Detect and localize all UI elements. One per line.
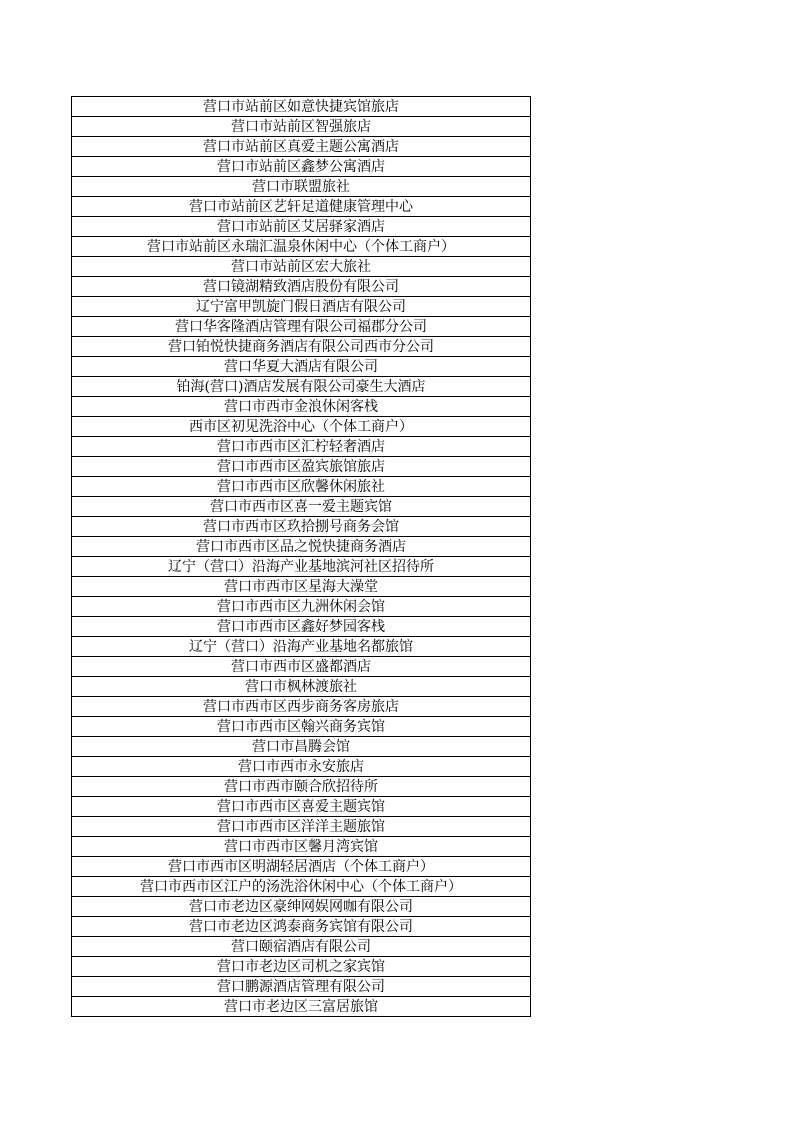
business-name-cell: 营口市联盟旅社: [72, 177, 531, 197]
business-name-cell: 营口市西市区品之悦快捷商务酒店: [72, 537, 531, 557]
business-name-cell: 营口市站前区如意快捷宾馆旅店: [72, 97, 531, 117]
table-row: [72, 317, 531, 337]
table-row: [72, 197, 531, 217]
business-name-cell: 营口市老边区鸿泰商务宾馆有限公司: [72, 917, 531, 937]
business-name-cell: 营口市老边区三富居旅馆: [72, 997, 531, 1017]
table-row: [72, 157, 531, 177]
business-name-cell: 营口市西市区汇柠轻奢酒店: [72, 437, 531, 457]
business-name-cell: 营口市西市区星海大澡堂: [72, 577, 531, 597]
table-row: [72, 97, 531, 117]
business-name-cell: 营口镜湖精致酒店股份有限公司: [72, 277, 531, 297]
table-row: [72, 737, 531, 757]
business-name-cell: 营口华客隆酒店管理有限公司福郡分公司: [72, 317, 531, 337]
business-name-cell: 营口市西市区盛都酒店: [72, 657, 531, 677]
business-name-cell: 营口市站前区真爱主题公寓酒店: [72, 137, 531, 157]
business-list-body: [72, 97, 531, 1017]
table-row: [72, 637, 531, 657]
table-row: [72, 857, 531, 877]
business-name-cell: 营口市西市区翰兴商务宾馆: [72, 717, 531, 737]
table-row: [72, 437, 531, 457]
business-name-cell: 营口市西市永安旅店: [72, 757, 531, 777]
business-name-cell: 辽宁（营口）沿海产业基地名都旅馆: [72, 637, 531, 657]
table-row: [72, 897, 531, 917]
table-row: [72, 777, 531, 797]
table-row: [72, 117, 531, 137]
table-row: [72, 717, 531, 737]
business-name-cell: 营口市西市区鑫好梦园客栈: [72, 617, 531, 637]
business-name-cell: 辽宁（营口）沿海产业基地滨河社区招待所: [72, 557, 531, 577]
business-name-cell: 营口市站前区艾居驿家酒店: [72, 217, 531, 237]
business-name-cell: 营口市西市区欣馨休闲旅社: [72, 477, 531, 497]
table-row: [72, 617, 531, 637]
table-row: [72, 297, 531, 317]
table-row: [72, 577, 531, 597]
table-row: [72, 497, 531, 517]
business-name-cell: 营口市西市区九洲休闲会馆: [72, 597, 531, 617]
table-row: [72, 377, 531, 397]
business-name-cell: 营口华夏大酒店有限公司: [72, 357, 531, 377]
business-name-cell: 营口鹏源酒店管理有限公司: [72, 977, 531, 997]
business-name-cell: 营口市西市区洋洋主题旅馆: [72, 817, 531, 837]
business-name-cell: 营口市西市区馨月湾宾馆: [72, 837, 531, 857]
business-name-cell: 营口市站前区宏大旅社: [72, 257, 531, 277]
table-row: [72, 517, 531, 537]
business-name-cell: 营口市西市区盈宾旅馆旅店: [72, 457, 531, 477]
table-row: [72, 657, 531, 677]
table-row: [72, 277, 531, 297]
business-name-cell: 营口市西市区喜爱主题宾馆: [72, 797, 531, 817]
table-row: [72, 937, 531, 957]
business-name-cell: 西市区初见洗浴中心（个体工商户）: [72, 417, 531, 437]
business-name-cell: 营口市站前区鑫梦公寓酒店: [72, 157, 531, 177]
table-row: [72, 977, 531, 997]
table-row: [72, 417, 531, 437]
business-name-cell: 营口市西市颐合欣招待所: [72, 777, 531, 797]
table-row: [72, 257, 531, 277]
business-name-cell: 营口市站前区艺轩足道健康管理中心: [72, 197, 531, 217]
business-list-table: [71, 96, 531, 1017]
business-name-cell: 营口市西市区喜一爱主题宾馆: [72, 497, 531, 517]
business-name-cell: 营口市西市区玖拾捌号商务会馆: [72, 517, 531, 537]
table-row: [72, 237, 531, 257]
table-row: [72, 537, 531, 557]
table-row: [72, 877, 531, 897]
business-name-cell: 营口市西市区明湖轻居酒店（个体工商户）: [72, 857, 531, 877]
table-row: [72, 957, 531, 977]
business-name-cell: 铂海(营口)酒店发展有限公司豪生大酒店: [72, 377, 531, 397]
table-row: [72, 457, 531, 477]
table-row: [72, 677, 531, 697]
table-row: [72, 337, 531, 357]
business-name-cell: 营口铂悦快捷商务酒店有限公司西市分公司: [72, 337, 531, 357]
table-row: [72, 477, 531, 497]
table-row: [72, 557, 531, 577]
business-name-cell: 营口市西市金浪休闲客栈: [72, 397, 531, 417]
table-row: [72, 757, 531, 777]
table-row: [72, 217, 531, 237]
business-name-cell: 营口市老边区豪绅网娱网咖有限公司: [72, 897, 531, 917]
table-row: [72, 917, 531, 937]
business-name-cell: 营口市老边区司机之家宾馆: [72, 957, 531, 977]
table-row: [72, 837, 531, 857]
table-row: [72, 597, 531, 617]
table-row: [72, 817, 531, 837]
table-row: [72, 357, 531, 377]
business-name-cell: 营口市枫林渡旅社: [72, 677, 531, 697]
table-row: [72, 137, 531, 157]
business-name-cell: 营口市站前区永瑞汇温泉休闲中心（个体工商户）: [72, 237, 531, 257]
table-row: [72, 177, 531, 197]
table-row: [72, 397, 531, 417]
business-name-cell: 辽宁富甲凯旋门假日酒店有限公司: [72, 297, 531, 317]
table-row: [72, 997, 531, 1017]
table-row: [72, 697, 531, 717]
business-name-cell: 营口市昌腾会馆: [72, 737, 531, 757]
business-name-cell: 营口市西市区西步商务客房旅店: [72, 697, 531, 717]
table-row: [72, 797, 531, 817]
business-name-cell: 营口颐宿酒店有限公司: [72, 937, 531, 957]
business-name-cell: 营口市站前区智强旅店: [72, 117, 531, 137]
business-name-cell: 营口市西市区江户的汤洗浴休闲中心（个体工商户）: [72, 877, 531, 897]
